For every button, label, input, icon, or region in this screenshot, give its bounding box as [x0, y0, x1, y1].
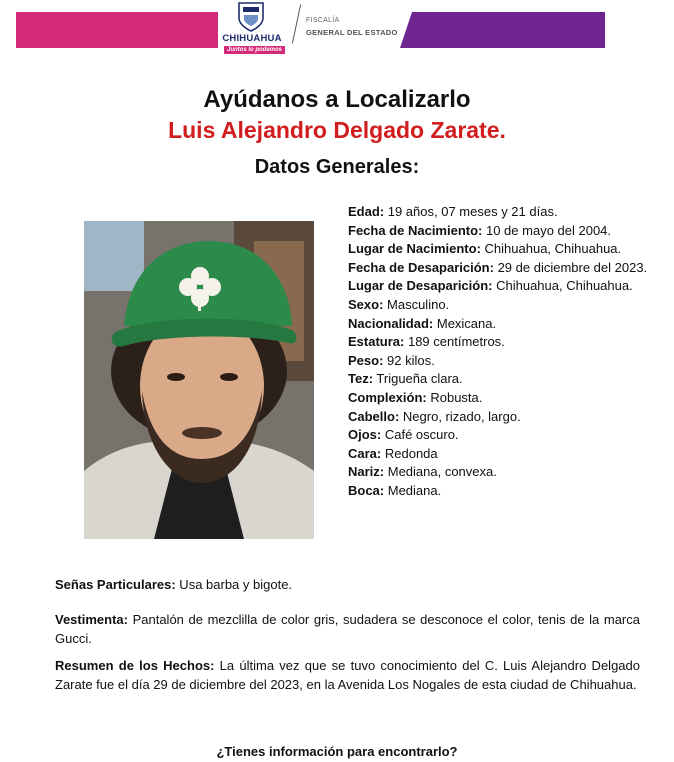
detail-label: Cara: — [348, 445, 382, 461]
header-purple-bar — [400, 12, 605, 48]
vestimenta-value: Pantalón de mezclilla de color gris, sudadera se desconoce el color, tenis de la marca Gucci. — [55, 612, 640, 646]
detail-value: Chihuahua, Chihuahua. — [480, 241, 622, 257]
agency-line-1: FISCALÍA — [306, 17, 340, 24]
resumen-hechos — [55, 656, 640, 694]
detail-row — [348, 296, 648, 315]
state-slogan: Juntos lo podemos — [224, 46, 285, 54]
detail-value: 189 centímetros. — [404, 334, 505, 350]
detail-label: Estatura: — [348, 334, 405, 350]
detail-value: 29 de diciembre del 2023. — [493, 259, 648, 275]
detail-row — [348, 259, 648, 278]
detail-value: Café oscuro. — [381, 427, 459, 443]
detail-value: Masculino. — [383, 296, 450, 312]
detail-row — [348, 240, 648, 259]
senas-particulares — [55, 575, 640, 594]
state-name: CHIHUAHUA — [222, 33, 282, 44]
detail-row — [348, 203, 648, 222]
detail-label: Edad: — [348, 204, 385, 219]
detail-value: Trigueña clara. — [373, 371, 463, 387]
senas-value: Usa barba y bigote. — [175, 577, 293, 592]
detail-value: Negro, rizado, largo. — [399, 408, 521, 424]
detail-row — [348, 352, 648, 371]
detail-label: Boca: — [348, 482, 385, 498]
senas-label: Señas Particulares: — [55, 577, 176, 592]
detail-label: Tez: — [348, 371, 374, 387]
detail-row — [348, 482, 648, 501]
detail-value: Robusta. — [426, 389, 483, 405]
detail-value: Mediana. — [384, 482, 442, 498]
details-list — [348, 203, 648, 501]
detail-value: Chihuahua, Chihuahua. — [492, 278, 633, 294]
detail-row — [348, 408, 648, 427]
detail-row — [348, 370, 648, 389]
detail-label: Nacionalidad: — [348, 315, 434, 331]
portrait-illustration — [84, 221, 314, 539]
section-title: Datos Generales: — [254, 156, 420, 178]
detail-row — [348, 315, 648, 334]
detail-value: Redonda — [381, 445, 438, 461]
detail-label: Ojos: — [348, 427, 382, 443]
detail-label: Lugar de Desaparición: — [348, 278, 493, 294]
detail-row — [348, 463, 648, 482]
detail-row — [348, 389, 648, 408]
detail-row — [348, 445, 648, 464]
vestimenta-label: Vestimenta: — [55, 612, 128, 627]
header-magenta-bar — [16, 12, 218, 48]
state-shield-icon — [237, 2, 265, 32]
detail-row — [348, 426, 648, 445]
footer-question: ¿Tienes información para encontrarlo? — [216, 744, 458, 759]
detail-label: Sexo: — [348, 296, 384, 312]
vestimenta — [55, 610, 640, 648]
detail-row — [348, 333, 648, 352]
detail-label: Fecha de Nacimiento: — [348, 222, 483, 238]
detail-value: Mediana, convexa. — [384, 464, 497, 480]
detail-label: Nariz: — [348, 464, 385, 480]
resumen-label: Resumen de los Hechos: — [55, 658, 215, 673]
detail-row — [348, 222, 648, 241]
detail-label: Complexión: — [348, 389, 427, 405]
detail-value: 92 kilos. — [383, 352, 435, 368]
missing-person-name: Luis Alejandro Delgado Zarate. — [168, 117, 506, 143]
header-divider — [292, 4, 301, 43]
detail-label: Cabello: — [348, 408, 400, 424]
detail-value: 19 años, 07 meses y 21 días. — [384, 204, 558, 219]
detail-value: Mexicana. — [433, 315, 497, 331]
headline: Ayúdanos a Localizarlo — [203, 86, 471, 113]
detail-label: Fecha de Desaparición: — [348, 259, 494, 275]
detail-row — [348, 277, 648, 296]
detail-label: Peso: — [348, 352, 384, 368]
resumen-value: La última vez que se tuvo conocimiento del C. Luis Alejandro Delgado Zarate fue el día 29 de diciembre del 2023, en la Avenida Los Nogales de esta ciudad de Chihuahua. — [55, 658, 640, 692]
agency-line-2: GENERAL DEL ESTADO — [306, 28, 398, 37]
detail-label: Lugar de Nacimiento: — [348, 241, 481, 257]
missing-person-photo — [84, 221, 314, 539]
detail-value: 10 de mayo del 2004. — [482, 222, 612, 238]
